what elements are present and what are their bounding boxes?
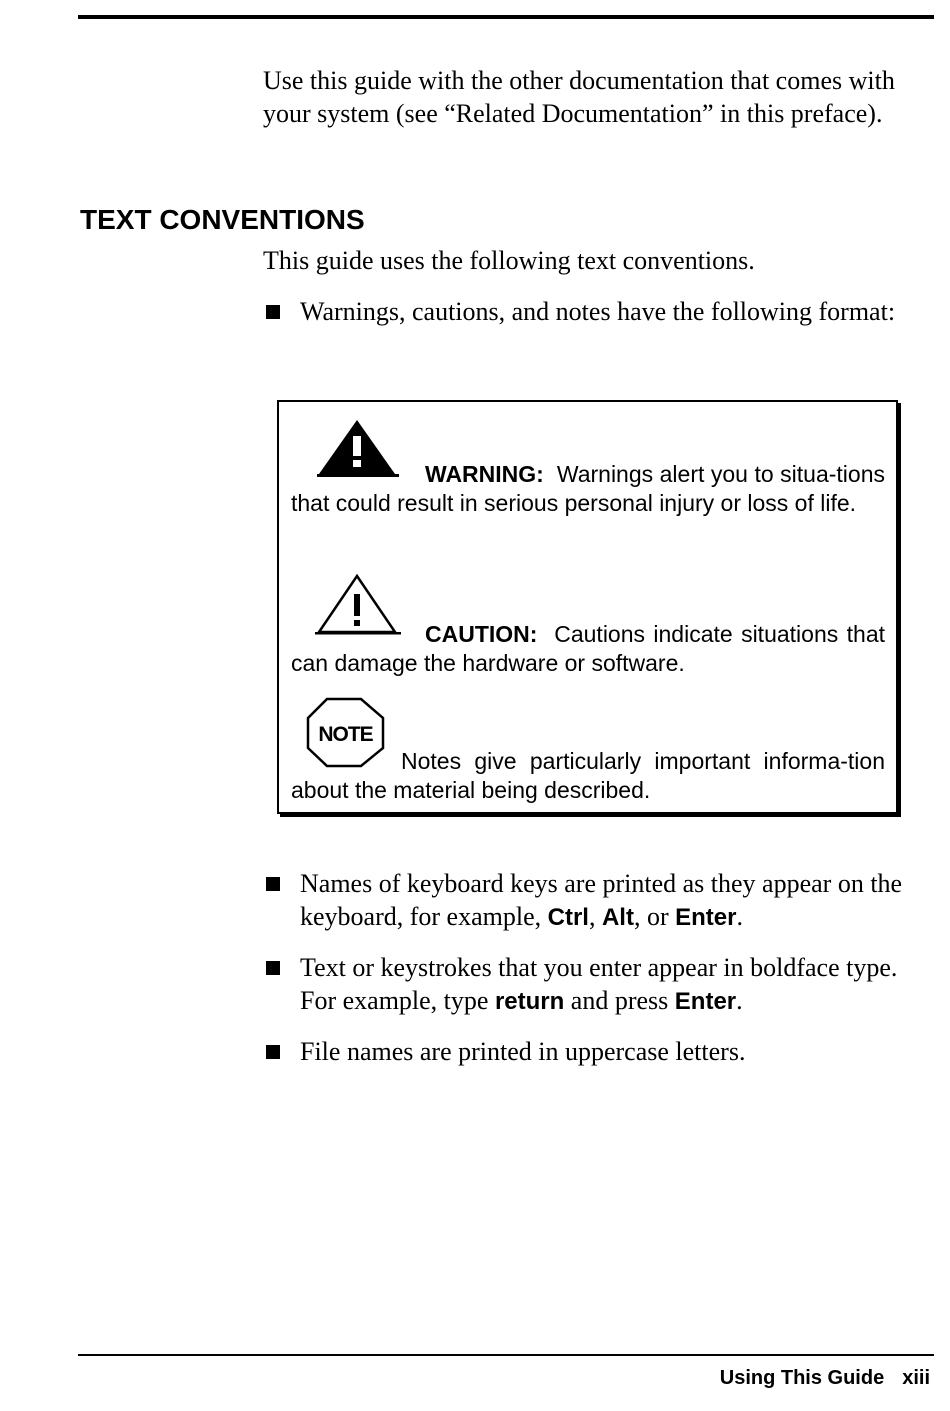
- notice-format-box: [277, 400, 898, 814]
- list-item-text-part: , or: [633, 902, 669, 931]
- list-item-text: Text or keystrokes that you enter appear in boldface type. For example, type return and press Enter.: [300, 953, 898, 1015]
- list-item-text-part: Names of keyboard keys are printed as they appear on the keyboard, for example,: [300, 869, 903, 931]
- footer-section-title: Using This Guide: [719, 1367, 885, 1389]
- list-item-text: Names of keyboard keys are printed as they appear on the keyboard, for example, Ctrl, Alt, or Enter.: [300, 869, 903, 931]
- note-notice: [291, 747, 885, 805]
- key-ctrl: Ctrl: [547, 904, 589, 931]
- list-item-text-part: and press: [570, 986, 669, 1015]
- key-enter: Enter: [674, 988, 737, 1015]
- caution-text: Cautions indicate situations that can damage the hardware or software.: [291, 621, 885, 676]
- list-item: [263, 867, 923, 934]
- key-enter: Enter: [675, 904, 737, 931]
- list-item: [263, 295, 923, 328]
- note-text: Notes give particularly important informa-tion about the material being described.: [291, 748, 885, 803]
- bottom-rule: [78, 1354, 934, 1356]
- section-lead: This guide uses the following text conventions.: [263, 246, 755, 275]
- key-alt: Alt: [601, 904, 634, 931]
- caution-notice: [291, 620, 885, 678]
- list-item-text: Warnings, cautions, and notes have the following format:: [300, 297, 896, 326]
- list-item-text: File names are printed in uppercase letters.: [300, 1037, 746, 1066]
- bullet-square-icon: [266, 305, 280, 319]
- page-number: xiii: [902, 1367, 930, 1389]
- list-item-text-part: Text or keystrokes that you enter appear in boldface type. For example, type: [300, 953, 898, 1015]
- page-footer: [720, 1366, 930, 1390]
- bullet-square-icon: [266, 961, 280, 975]
- caution-label: CAUTION:: [425, 621, 538, 647]
- list-item: [263, 1035, 923, 1068]
- bullet-square-icon: [266, 877, 280, 891]
- warning-label: WARNING:: [425, 461, 544, 487]
- note-icon-label: NOTE: [318, 723, 373, 746]
- bullet-square-icon: [266, 1045, 280, 1059]
- intro-paragraph: Use this guide with the other documentation that comes with your system (see “Related Documentation” in this preface).: [263, 66, 895, 128]
- section-heading: TEXT CONVENTIONS: [80, 204, 365, 235]
- keystroke-return: return: [494, 988, 565, 1015]
- top-rule: [78, 15, 934, 19]
- warning-text: Warnings alert you to situa-tions that could result in serious personal injury or loss of life.: [291, 461, 885, 516]
- warning-notice: [291, 460, 885, 518]
- list-item: [263, 951, 923, 1018]
